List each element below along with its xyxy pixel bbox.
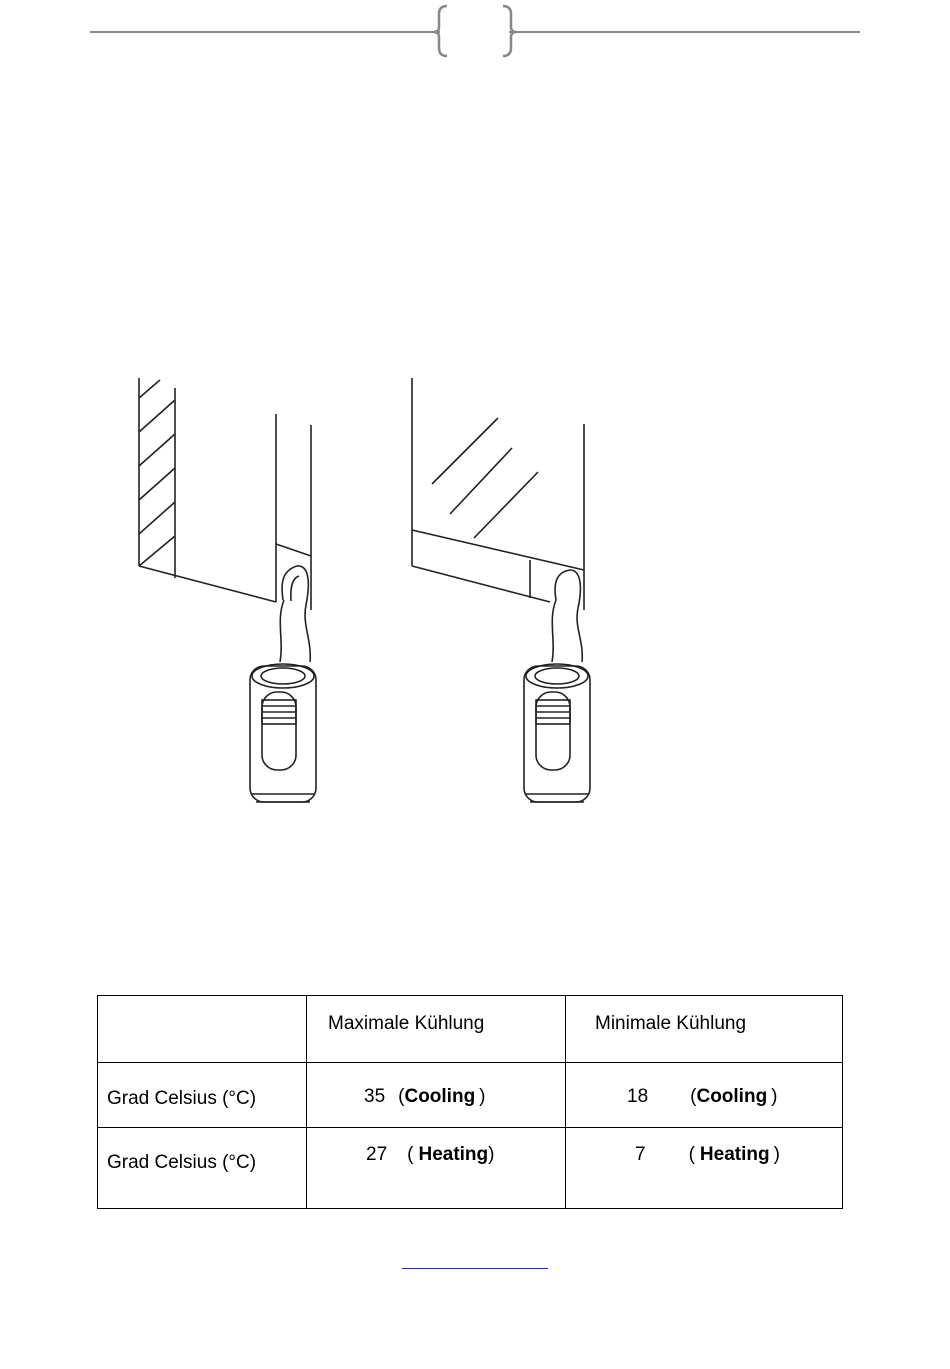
table-header-row — [98, 996, 843, 1063]
table-row: Grad Celsius (°C) 27 ( Heating) 7 ( Heating ) — [98, 1128, 843, 1209]
table-row: Grad Celsius (°C) 35 (Cooling ) 18 (Cooling ) — [98, 1063, 843, 1128]
min-mode: Cooling — [696, 1086, 768, 1107]
row-label: Grad Celsius (°C) — [107, 1152, 257, 1173]
min-value: 18 — [627, 1086, 649, 1107]
header-empty-cell — [98, 996, 307, 1063]
max-mode: Heating — [418, 1144, 489, 1165]
header-max-label: Maximale Kühlung — [328, 1013, 485, 1034]
max-mode: Cooling — [404, 1086, 476, 1107]
footer-link[interactable] — [402, 1268, 548, 1269]
header-max-cooling — [307, 996, 566, 1063]
min-mode: Heating — [699, 1144, 770, 1165]
installation-illustrations — [0, 370, 950, 820]
max-value: 35 — [364, 1086, 386, 1107]
window-installation-vertical — [139, 378, 316, 802]
min-value: 7 — [635, 1144, 646, 1165]
header-min-cooling — [566, 996, 843, 1063]
header-rule — [0, 0, 950, 60]
window-installation-horizontal — [412, 378, 590, 802]
max-value: 27 — [366, 1144, 388, 1165]
row-label: Grad Celsius (°C) — [107, 1088, 257, 1109]
temperature-table — [97, 995, 843, 1209]
header-min-label: Minimale Kühlung — [595, 1013, 747, 1034]
